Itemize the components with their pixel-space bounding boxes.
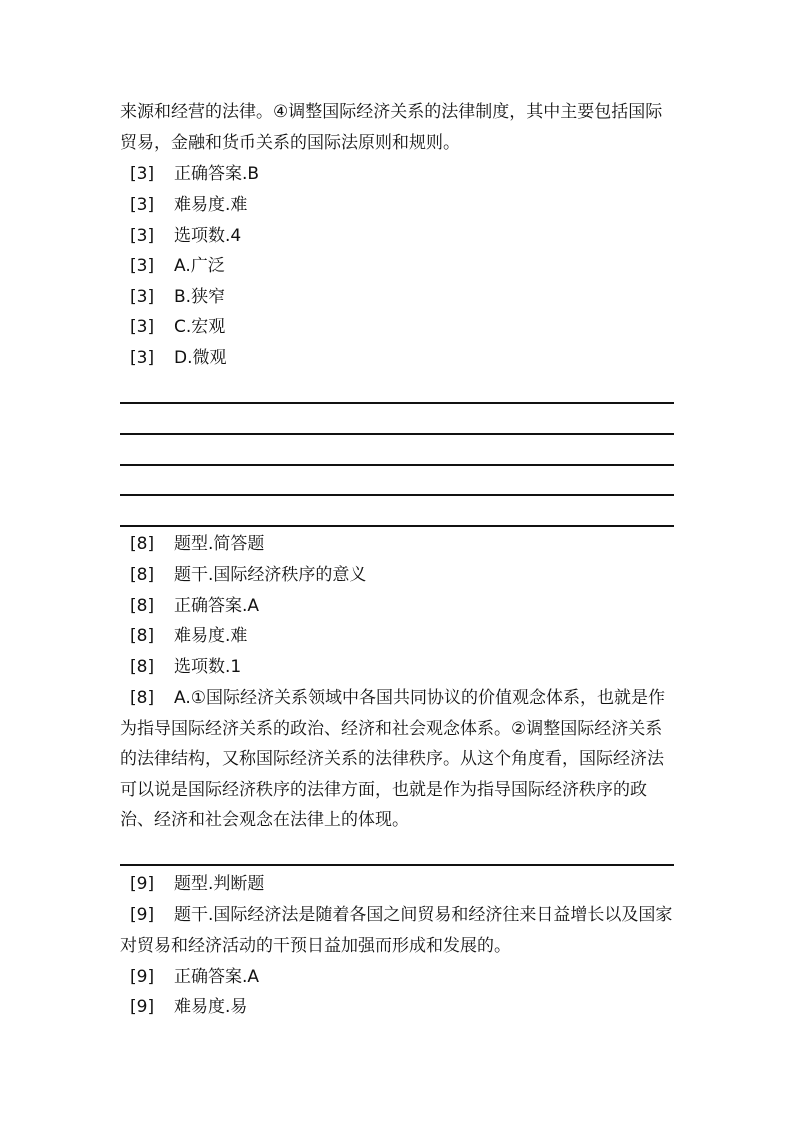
question-stem-paragraph: [9] 题干.国际经济法是随着各国之间贸易和经济往来日益增长以及国家对贸易和经济活动的干预日益加强而形成和发展的。	[120, 905, 673, 956]
divider	[120, 494, 674, 496]
difficulty: [8] 难易度.难	[130, 626, 248, 646]
divider	[120, 864, 674, 866]
continuation-paragraph: 来源和经营的法律。④调整国际经济关系的法律制度，其中主要包括国际贸易，金融和货币关系的国际法原则和规则。	[120, 102, 663, 153]
correct-answer: [9] 正确答案.A	[130, 967, 260, 987]
divider	[120, 402, 674, 404]
correct-answer: [8] 正确答案.A	[130, 596, 260, 616]
divider	[120, 464, 674, 466]
list-item: [3] A.广泛	[130, 256, 225, 276]
list-item: [3] 选项数.4	[130, 226, 242, 246]
question-type: [9] 题型.判断题	[130, 874, 265, 894]
option-count: [8] 选项数.1	[130, 657, 242, 677]
list-item: [3] C.宏观	[130, 317, 226, 337]
list-item: [3] 正确答案.B	[130, 164, 260, 184]
difficulty: [9] 难易度.易	[130, 997, 248, 1017]
question-type: [8] 题型.简答题	[130, 534, 265, 554]
answer-paragraph: [8] A.①国际经济关系领域中各国共同协议的价值观念体系，也就是作为指导国际经济关系的政治、经济和社会观念体系。②调整国际经济关系的法律结构，又称国际经济关系的法律秩序。从这个角度看，国际经济法可以说是国际经济秩序的法律方面，也就是作为指导国际经济秩序的政治、经济和社会观念在法律上的体现。	[120, 688, 665, 830]
divider	[120, 433, 674, 435]
list-item: [3] B.狭窄	[130, 287, 226, 307]
list-item: [3] 难易度.难	[130, 195, 248, 215]
list-item: [3] D.微观	[130, 348, 227, 368]
divider	[120, 525, 674, 527]
question-stem: [8] 题干.国际经济秩序的意义	[130, 565, 367, 585]
